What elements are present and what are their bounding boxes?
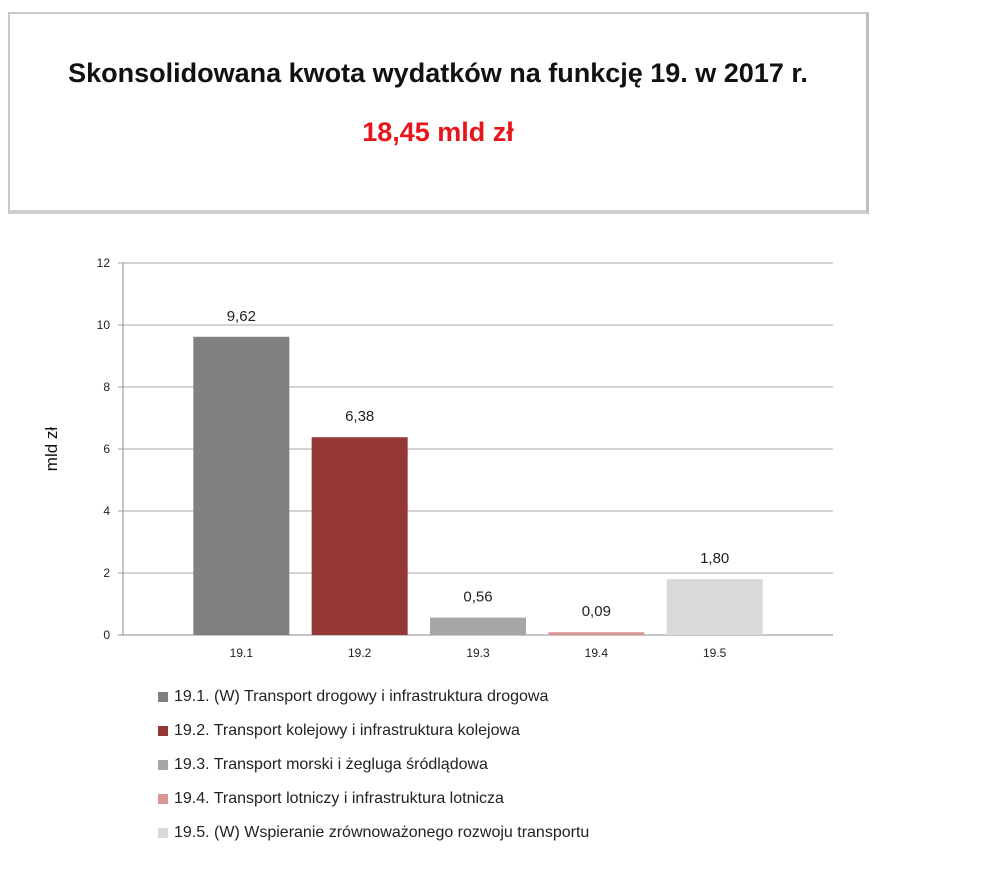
- legend-swatch: [158, 828, 168, 838]
- y-axis-ticks: [97, 256, 111, 642]
- x-tick-label: 19.4: [584, 646, 609, 660]
- page-title: Skonsolidowana kwota wydatków na funkcję 19. w 2017 r.: [68, 58, 808, 88]
- legend-item: [158, 680, 589, 714]
- x-axis-ticks: [230, 646, 727, 660]
- legend-swatch: [158, 692, 168, 702]
- legend-label: 19.2. Transport kolejowy i infrastruktura kolejowa: [174, 722, 520, 739]
- data-label: 6,38: [345, 408, 375, 426]
- total-amount: 18,45 mld zł: [362, 117, 514, 147]
- y-tick-label: 10: [96, 318, 110, 332]
- legend-label: 19.3. Transport morski i żegluga śródlądowa: [174, 756, 488, 773]
- legend-label: 19.4. Transport lotniczy i infrastruktura lotnicza: [174, 790, 504, 807]
- data-label: 9,62: [226, 307, 256, 325]
- data-label: 0,56: [463, 588, 493, 606]
- x-tick-label: 19.1: [229, 646, 254, 660]
- x-tick-label: 19.5: [702, 646, 727, 660]
- bar-19-5: [667, 579, 763, 635]
- bar-19-3: [430, 618, 526, 635]
- legend-item: [158, 782, 589, 816]
- legend-item: [158, 714, 589, 748]
- y-tick-label: 0: [103, 628, 110, 642]
- legend-swatch: [158, 794, 168, 804]
- y-tick-label: 2: [103, 566, 110, 580]
- bar-19-4: [548, 632, 644, 635]
- legend-label: 19.5. (W) Wspieranie zrównoważonego rozwoju transportu: [174, 824, 590, 841]
- x-tick-label: 19.3: [466, 646, 490, 660]
- legend-item: [158, 748, 589, 782]
- data-label: 0,09: [581, 603, 611, 621]
- data-label: 1,80: [700, 550, 730, 568]
- chart-legend: [158, 680, 589, 850]
- y-tick-label: 4: [103, 504, 110, 518]
- legend-item: [158, 816, 589, 850]
- bar-19-2: [312, 437, 408, 635]
- y-tick-label: 12: [96, 256, 110, 270]
- y-tick-label: 8: [103, 380, 110, 394]
- y-tick-label: 6: [103, 442, 110, 456]
- y-axis-label: mld zł: [42, 426, 61, 472]
- x-tick-label: 19.2: [347, 646, 372, 660]
- legend-swatch: [158, 760, 168, 770]
- legend-label: 19.1. (W) Transport drogowy i infrastruktura drogowa: [174, 688, 549, 705]
- bar-19-1: [193, 337, 289, 635]
- legend-swatch: [158, 726, 168, 736]
